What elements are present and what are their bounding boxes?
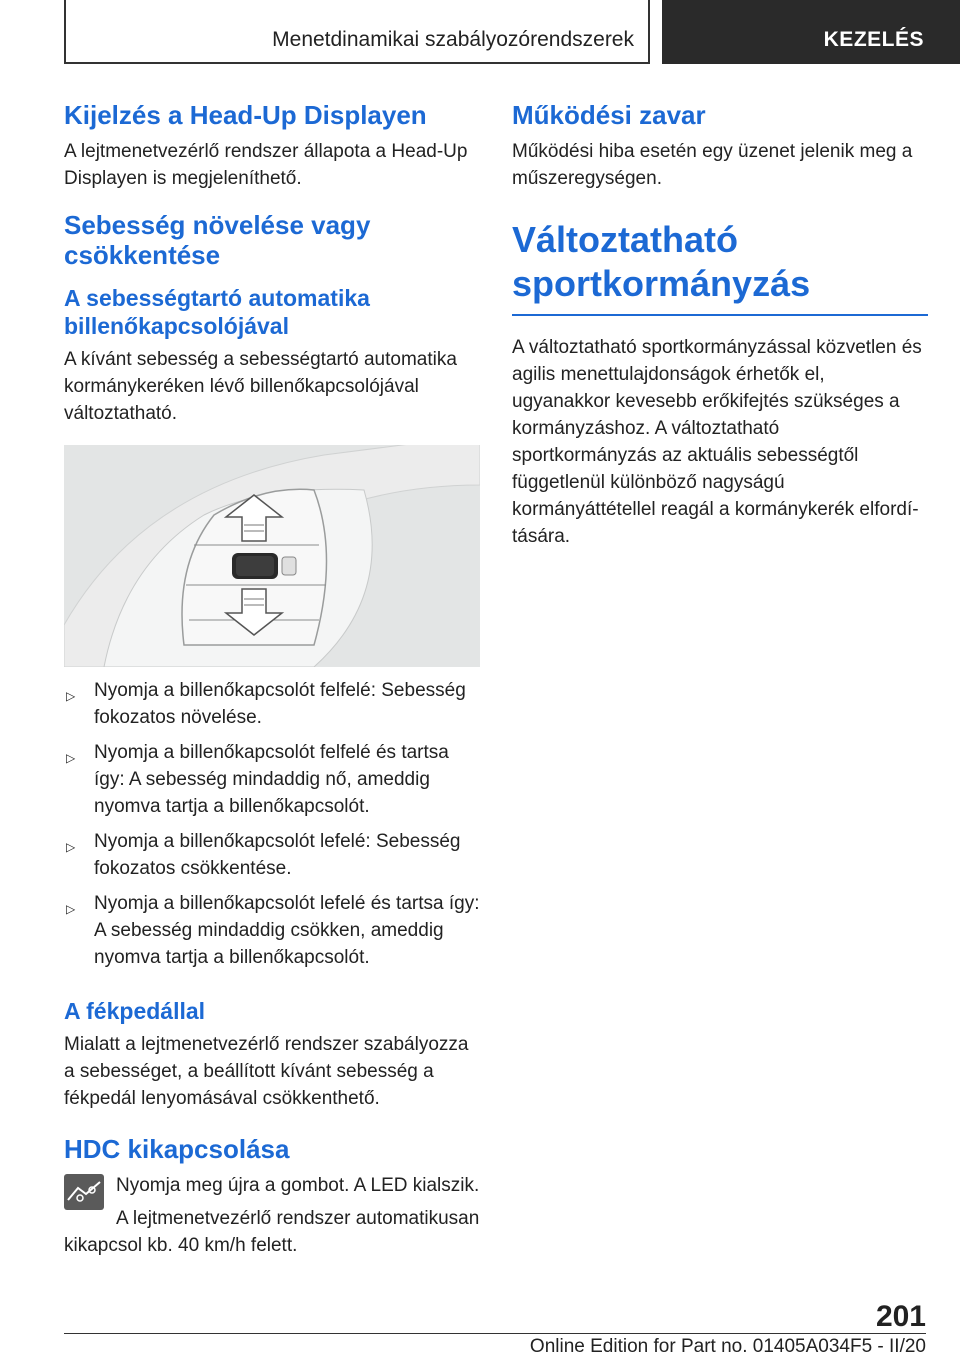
list-item [64,890,480,971]
heading-malfunction: Működési zavar [512,100,706,130]
rocker-switch-steps [64,677,480,971]
triangle-bullet-icon: ▷ [66,751,76,765]
left-column [64,100,480,1277]
page-number: 201 [875,1300,926,1333]
list-item-text: Nyomja a billenőkapcsolót felfelé és tartsa így: A sebesség mindaddig nő, ameddig nyomva tartja a billenőkapcsolót. [94,742,449,817]
section-title: Menetdinamikai szabályozórendszerek [272,28,634,51]
hill-descent-control-icon [64,1174,104,1210]
list-item-text: Nyomja a billenőkapcsolót felfelé: Sebesség fokozatos növelése. [94,680,466,728]
list-item [64,828,480,882]
steering-wheel-rocker-switch-figure [64,445,480,667]
footer-divider [64,1333,926,1334]
list-item [64,739,480,820]
heading-rocker-switch: A sebességtartó automatika billenőkapcsolójával [64,285,370,339]
heading-brake-pedal: A fékpedállal [64,998,206,1024]
paragraph-brake-pedal: Mialatt a lejtmenetvezérlő rendszer szabályozza a sebességet, a beállított kívánt sebesség a fékpedál lenyomásával csökkenthető. [64,1034,469,1109]
heading-variable-sport-steering: Változtatható sportkormányzás [512,219,811,304]
chapter-tab-label: KEZELÉS [823,28,924,51]
paragraph-rocker-switch: A kívánt sebesség a sebességtartó automatika kormánykeréken lévő billenőkapcsolójával változtatható. [64,349,457,424]
list-item-text: Nyomja a billenőkapcsolót lefelé és tartsa így: A sebesség mindaddig csökken, ameddig nyomva tartja a billenőkapcsolót. [94,893,480,968]
heading-speed-change: Sebesség növelése vagy csökkentése [64,210,371,270]
paragraph-variable-sport-steering: A változtatható sportkormányzással közvetlen és agilis menettulajdonságok érhetők el, ugyanakkor kevesebb erőkifejtés szükséges a kormányzáshoz. A változtatható sportkormányzás az aktuális sebességtől függetlenül különböző nagyságú kormányáttétellel reagál a kormánykerék elfordítására. [512,337,922,547]
triangle-bullet-icon: ▷ [66,840,76,854]
triangle-bullet-icon: ▷ [66,902,76,916]
paragraph-malfunction: Működési hiba esetén egy üzenet jelenik meg a műszeregységen. [512,141,913,189]
hdc-off-instructions [64,1172,480,1259]
list-item-text: Nyomja a billenőkapcsolót lefelé: Sebesség fokozatos csökkentése. [94,831,461,879]
header-section-box [64,0,650,64]
footer-edition: Online Edition for Part no. 01405A034F5 - II/20 [529,1336,926,1357]
triangle-bullet-icon: ▷ [66,689,76,703]
heading-divider [512,314,928,316]
paragraph-hdc-step: Nyomja meg újra a gombot. A LED kialszik. [116,1175,480,1196]
heading-head-up-display: Kijelzés a Head-Up Displayen [64,100,427,130]
right-column [512,100,928,568]
steering-wheel-illustration [64,445,480,667]
list-item [64,677,480,731]
paragraph-head-up-display: A lejtmenetvezérlő rendszer állapota a Head-Up Displayen is megjeleníthető. [64,141,468,189]
paragraph-hdc-auto-off: A lejtmenetvezérlő rendszer automatikusan kikapcsol kb. 40 km/h felett. [64,1208,480,1256]
heading-hdc-off: HDC kikapcsolása [64,1134,290,1164]
chapter-tab [662,0,960,64]
